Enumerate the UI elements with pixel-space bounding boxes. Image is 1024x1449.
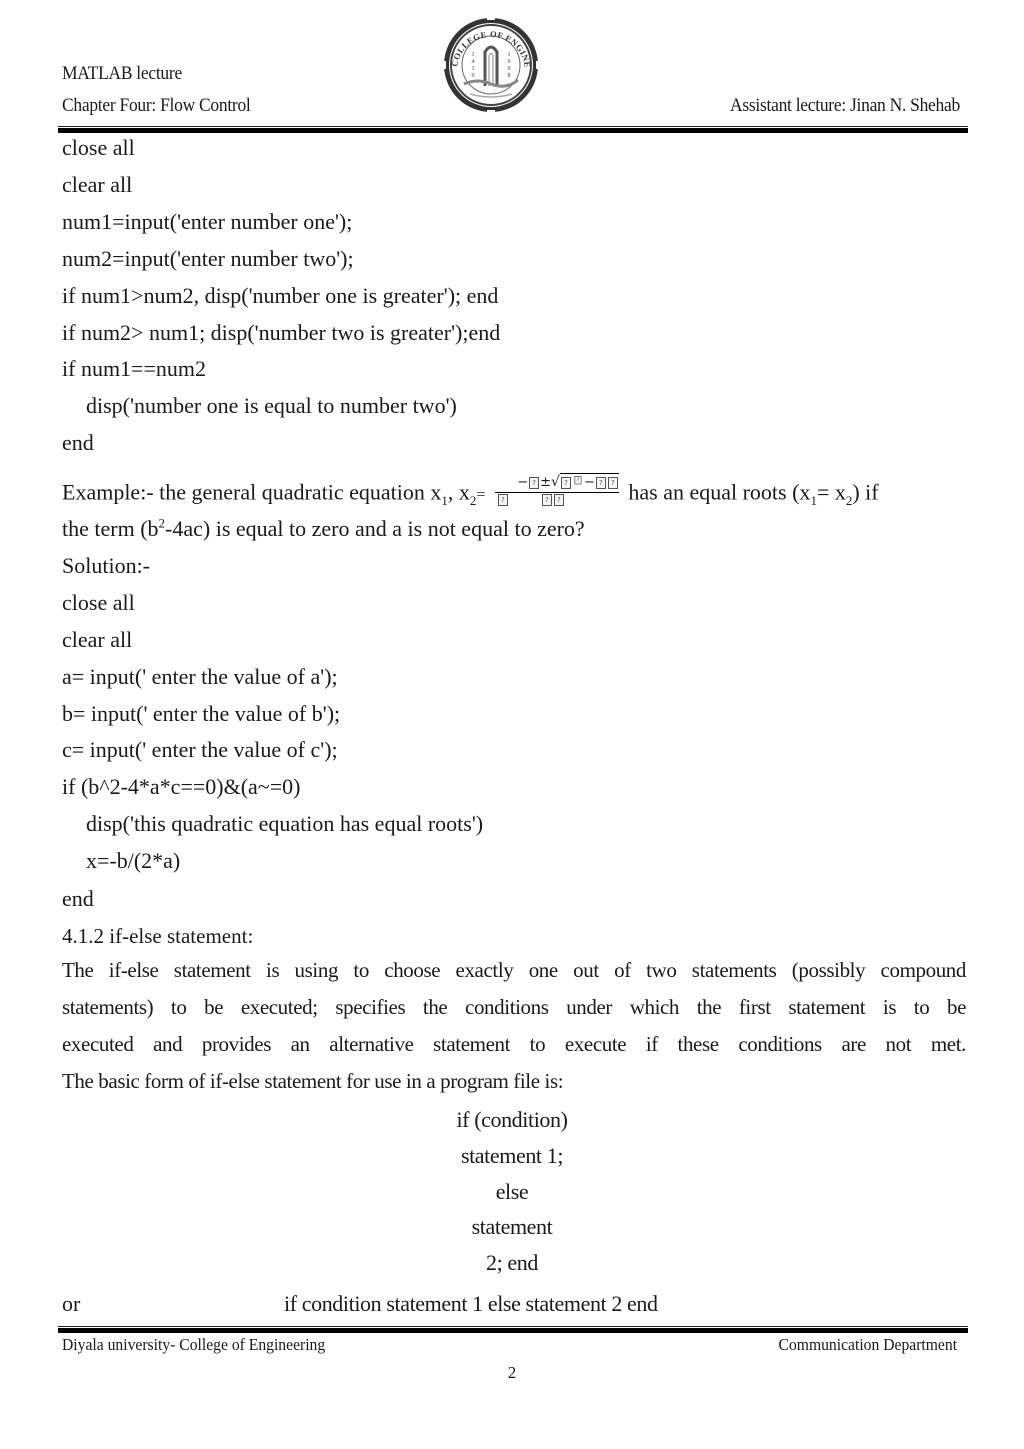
code-line: b= input(' enter the value of b'); [62,701,341,726]
form-line: statement [471,1214,553,1239]
code-line: if num1>num2, disp('number one is greater'); end [62,283,499,308]
missing-glyph-icon: ? [596,477,606,489]
logo-year-left-3: 1 [471,66,475,72]
header-course: MATLAB lecture [62,63,182,84]
missing-glyph-icon: ? [542,494,552,506]
formula-minus-2: − [583,475,595,490]
example-line-2 [62,516,585,542]
logo-year-left-2: 4 [471,59,475,65]
form-line: if (condition) [456,1107,568,1132]
paragraph-line: statements) to be executed; specifies the conditions under which the first statement is to be [62,995,966,1019]
section-heading: 4.1.2 if-else statement: [62,924,254,948]
missing-glyph-icon: ? [498,494,508,506]
example-eq: = [476,486,486,504]
footer-rule-thick [58,1328,968,1333]
example-suffix-a: has an equal roots (x [628,479,811,505]
missing-glyph-icon: ? [608,477,618,489]
code-line-indented: disp('number one is equal to number two') [86,393,457,418]
missing-glyph-icon: ? [529,477,539,489]
code-line: if (b^2-4*a*c==0)&(a~=0) [62,774,301,799]
logo-ring-text: COLLEGE OF ENGINE [449,28,533,69]
code-line: end [62,886,94,911]
code-line: a= input(' enter the value of a'); [62,664,338,689]
form-line: statement 1; [460,1143,564,1168]
paragraph-line: The basic form of if-else statement for use in a program file is: [62,1069,564,1093]
example-question [62,474,967,511]
paragraph-line: executed and provides an alternative statement to execute if these conditions are not met. [62,1032,966,1056]
example-sep: , x [447,479,470,505]
code-line: end [62,430,94,455]
form-line: else [495,1179,529,1204]
example-suffix-sub1: 1 [810,492,817,508]
example-term-sup: 2 [158,515,166,531]
example-sub1: 1 [441,492,448,508]
footer-right: Communication Department [778,1335,957,1354]
example-term-a: the term (b [62,516,159,541]
footer-left: Diyala university- College of Engineering [62,1335,326,1354]
logo-year-left-4: 9 [471,73,475,79]
logo-year-right-3: 9 [507,66,511,72]
logo-year-right-1: 1 [507,52,511,58]
missing-glyph-icon: ? [574,476,581,484]
header-rule-thin [58,126,968,127]
code-line: clear all [62,172,133,197]
code-line: close all [62,590,135,615]
code-line: num2=input('enter number two'); [62,246,354,271]
code-line: num1=input('enter number one'); [62,209,353,234]
example-prefix: Example:- the general quadratic equation x [62,479,442,505]
header-lecturer: Assistant lecture: Jinan N. Shehab [730,95,960,116]
example-suffix-b: = x [816,479,846,505]
example-suffix-sub2: 2 [845,492,853,508]
sqrt-icon: √ [551,474,560,490]
code-line: close all [62,135,135,160]
formula-minus: − [517,475,529,490]
formula-denominator [495,493,619,507]
form-line: 2; end [486,1250,538,1275]
solution-label: Solution:- [62,553,151,578]
code-line-indented: disp('this quadratic equation has equal roots') [86,811,484,836]
header-chapter: Chapter Four: Flow Control [62,95,251,116]
footer-rule-thin [58,1326,968,1327]
missing-glyph-icon: ? [561,477,571,489]
code-line: if num2> num1; disp('number two is greater');end [62,320,501,345]
logo-year-right-4: 8 [507,73,511,79]
example-suffix-c: ) if [852,479,879,505]
one-liner-form: if condition statement 1 else statement 2 end [284,1291,658,1316]
logo-year-left-1: 1 [471,52,475,58]
paragraph-line: The if-else statement is using to choose exactly one out of two statements (possibly compound [62,958,966,982]
code-line: clear all [62,627,133,652]
formula-plus-minus: ± [540,475,552,490]
page-number: 2 [507,1363,517,1382]
example-term-b: -4ac) is equal to zero and a is not equal to zero? [165,516,585,541]
or-label: or [62,1291,81,1316]
quadratic-formula [495,474,619,507]
formula-numerator [495,474,619,493]
header-rule-thick [58,128,968,133]
college-seal-icon [418,16,564,114]
missing-glyph-icon: ? [554,494,564,506]
example-sub2: 2 [469,492,477,508]
code-line: c= input(' enter the value of c'); [62,737,338,762]
code-line: if num1==num2 [62,356,206,381]
college-logo [418,16,564,114]
logo-year-right-2: 9 [507,59,511,65]
code-line-indented: x=-b/(2*a) [86,848,181,873]
